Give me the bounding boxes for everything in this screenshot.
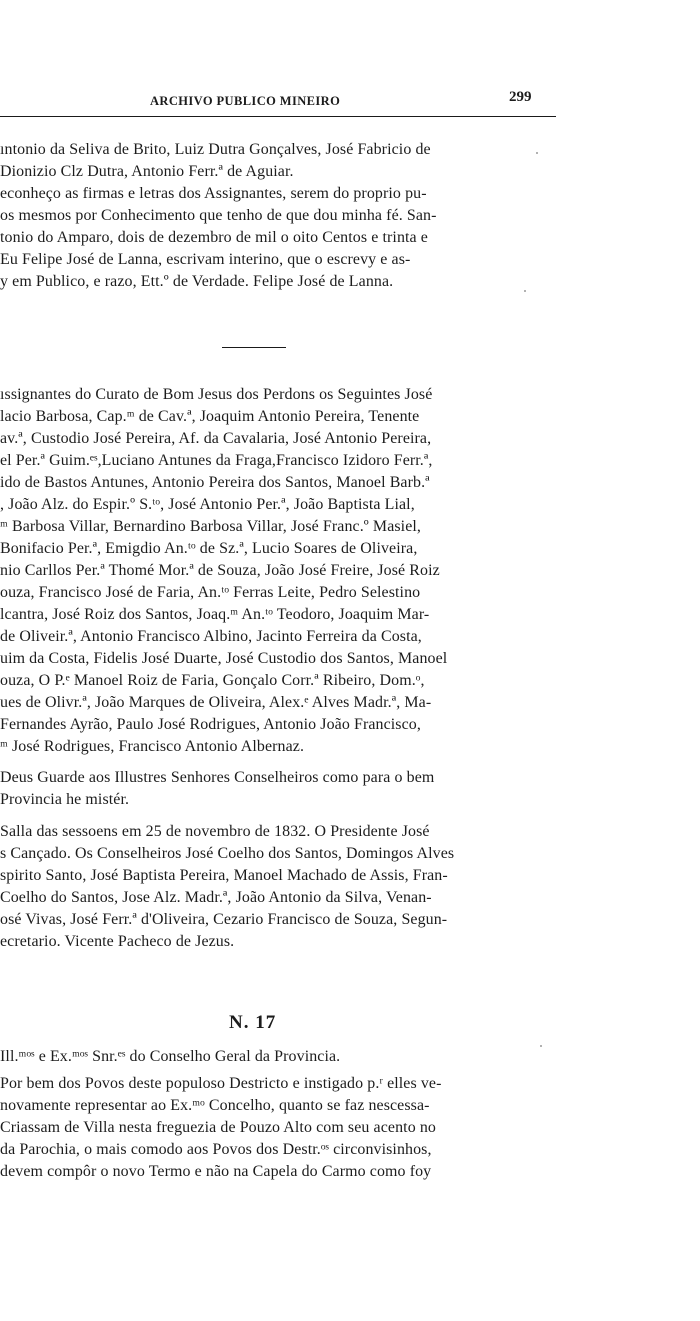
running-header-title: ARCHIVO PUBLICO MINEIRO (150, 94, 341, 108)
text-line: Bonifacio Per.ª, Emigdio An.ᵗᵒ de Sz.ª, Lucio Soares de Oliveira, (0, 540, 418, 557)
text-line: Dionizio Clz Dutra, Antonio Ferr.ª de Aguiar. (0, 163, 294, 180)
text-line: novamente representar ao Ex.ᵐᵒ Concelho, quanto se faz nescessa- (0, 1097, 430, 1114)
scan-speck (524, 290, 526, 292)
section-title: N. 17 (229, 1012, 277, 1033)
scan-speck (536, 152, 538, 154)
text-line: da Parochia, o mais comodo aos Povos dos Destr.ᵒˢ circonvisinhos, (0, 1141, 432, 1158)
text-line: ouza, O P.ᵉ Manoel Roiz de Faria, Gonçalo Corr.ª Ribeiro, Dom.ᵒ, (0, 672, 425, 689)
text-line: Provincia he mistér. (0, 791, 130, 808)
text-line: Coelho do Santos, Jose Alz. Madr.ª, João Antonio da Silva, Venan- (0, 889, 432, 906)
text-line: lacio Barbosa, Cap.ᵐ de Cav.ª, Joaquim Antonio Pereira, Tenente (0, 408, 420, 425)
text-line: econheço as firmas e letras dos Assignantes, serem do proprio pu- (0, 185, 427, 202)
text-line: Salla das sessoens em 25 de novembro de 1832. O Presidente José (0, 823, 430, 840)
text-line: Deus Guarde aos Illustres Senhores Conselheiros como para o bem (0, 769, 435, 786)
text-line: spirito Santo, José Baptista Pereira, Manoel Machado de Assis, Fran- (0, 867, 448, 884)
text-line: ues de Olivr.ª, João Marques de Oliveira, Alex.ᵉ Alves Madr.ª, Ma- (0, 694, 432, 711)
text-line: ecretario. Vicente Pacheco de Jezus. (0, 933, 235, 950)
text-line: el Per.ª Guim.ᵉˢ,Luciano Antunes da Fraga,Francisco Izidoro Ferr.ª, (0, 452, 433, 469)
text-line: os mesmos por Conhecimento que tenho de que dou minha fé. San- (0, 207, 437, 224)
section-separator-rule (222, 347, 286, 348)
text-line: uim da Costa, Fidelis José Duarte, José Custodio dos Santos, Manoel (0, 650, 448, 667)
text-line: nio Carllos Per.ª Thomé Mor.ª de Souza, João José Freire, José Roiz (0, 562, 440, 579)
text-line: ido de Bastos Antunes, Antonio Pereira dos Santos, Manoel Barb.ª (0, 474, 430, 491)
text-line: s Cançado. Os Conselheiros José Coelho dos Santos, Domingos Alves (0, 845, 455, 862)
text-line: ouza, Francisco José de Faria, An.ᵗᵒ Ferras Leite, Pedro Selestino (0, 584, 421, 601)
text-line: ᵐ José Rodrigues, Francisco Antonio Albernaz. (0, 738, 305, 755)
text-line: Ill.ᵐᵒˢ e Ex.ᵐᵒˢ Snr.ᵉˢ do Conselho Geral da Provincia. (0, 1048, 341, 1065)
text-line: Eu Felipe José de Lanna, escrivam interino, que o escrevy e as- (0, 251, 411, 268)
text-line: osé Vivas, José Ferr.ª d'Oliveira, Cezario Francisco de Souza, Segun- (0, 911, 448, 928)
text-line: Criassam de Villa nesta freguezia de Pouzo Alto com seu acento no (0, 1119, 436, 1136)
text-line: lcantra, José Roiz dos Santos, Joaq.ᵐ An.ᵗᵒ Teodoro, Joaquim Mar- (0, 606, 430, 623)
text-line: Por bem dos Povos deste populoso Destricto e instigado p.ʳ elles ve- (0, 1075, 442, 1092)
header-rule (0, 116, 556, 117)
text-line: ᵐ Barbosa Villar, Bernardino Barbosa Villar, José Franc.º Masiel, (0, 518, 421, 535)
text-line: , João Alz. do Espir.º S.ᵗᵒ, José Antonio Per.ª, João Baptista Lial, (0, 496, 415, 513)
page-number: 299 (509, 89, 532, 105)
text-line: devem compôr o novo Termo e não na Capela do Carmo como foy (0, 1163, 432, 1180)
text-line: tonio do Amparo, dois de dezembro de mil o oito Centos e trinta e (0, 229, 428, 246)
text-line: y em Publico, e razo, Ett.º de Verdade. Felipe José de Lanna. (0, 273, 394, 290)
text-line: ıssignantes do Curato de Bom Jesus dos Perdons os Seguintes José (0, 386, 433, 403)
scan-speck (540, 1045, 542, 1047)
text-line: ıntonio da Seliva de Brito, Luiz Dutra Gonçalves, José Fabricio de (0, 141, 431, 158)
text-line: de Oliveir.ª, Antonio Francisco Albino, Jacinto Ferreira da Costa, (0, 628, 422, 645)
text-line: Fernandes Ayrão, Paulo José Rodrigues, Antonio João Francisco, (0, 716, 421, 733)
text-line: av.ª, Custodio José Pereira, Af. da Cavalaria, José Antonio Pereira, (0, 430, 432, 447)
